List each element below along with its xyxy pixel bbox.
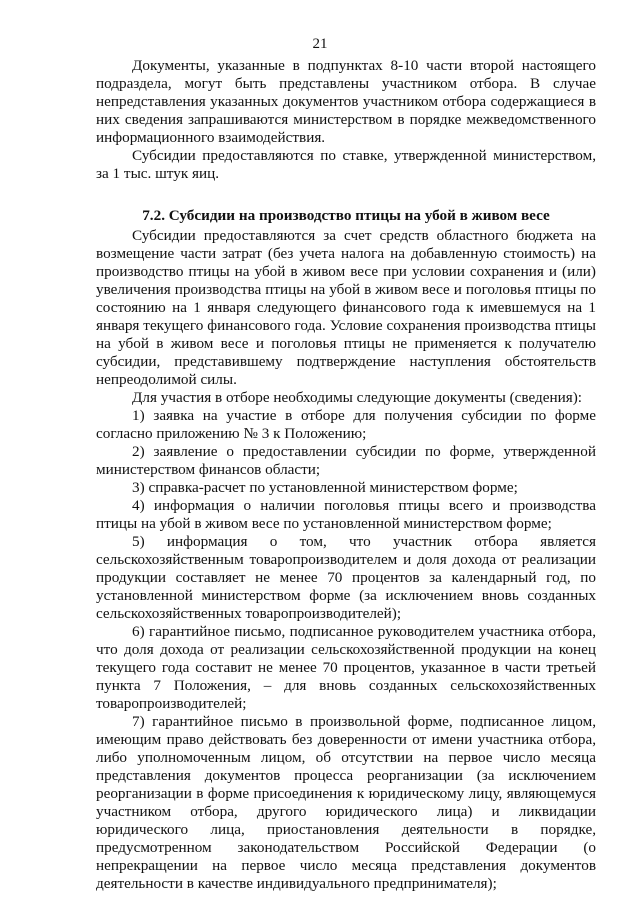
list-item-4-poultry-info: 4) информация о наличии поголовья птицы всего и производства птицы на убой в живом весе по установленной министерством форме; (96, 497, 596, 532)
list-item-6-guarantee-letter: 6) гарантийное письмо, подписанное руководителем участника отбора, что доля дохода от реализации сельскохозяйственной продукции на конец текущего года составит не менее 70 процентов, указанное в части третьей пункта 7 Положения, – для вновь созданных сельскохозяйственных товаропроизводителей; (96, 623, 596, 712)
list-item-2-statement: 2) заявление о предоставлении субсидии по форме, утвержденной министерством финансов области; (96, 443, 596, 478)
paragraph-documents-optional: Документы, указанные в подпунктах 8-10 части второй настоящего подраздела, могут быть представлены участником отбора. В случае непредставления указанных документов участником отбора содержащиеся в них сведения запрашиваются министерством в порядке межведомственного информационного взаимодействия. (96, 57, 596, 146)
list-item-1-application: 1) заявка на участие в отборе для получения субсидии по форме согласно приложению № 3 к Положению; (96, 407, 596, 442)
list-item-5-producer-info: 5) информация о том, что участник отбора является сельскохозяйственным товаропроизводителем и доля дохода от реализации продукции составляет не менее 70 процентов за календарный год, по установленной министерством форме (за исключением вновь созданных сельскохозяйственных товаропроизводителей); (96, 533, 596, 622)
list-item-7-guarantee-letter-reorganization: 7) гарантийное письмо в произвольной форме, подписанное лицом, имеющим право действовать без доверенности от имени участника отбора, либо уполномоченным лицом, об отсутствии на первое число месяца представления документов процесса реорганизации (за исключением реорганизации в форме присоединения к юридическому лицу, являющемуся участником отбора, другого юридического лица) и ликвидации юридического лица, приостановления деятельности в порядке, предусмотренном законодательством Российской Федерации (о непрекращении на первое число месяца представления документов деятельности в качестве индивидуального предпринимателя); (96, 713, 596, 892)
page-number: 21 (312, 36, 328, 52)
paragraph-subsidy-rate: Субсидии предоставляются по ставке, утвержденной министерством, за 1 тыс. штук яиц. (96, 147, 596, 182)
page-body (96, 57, 596, 893)
paragraph-documents-required: Для участия в отборе необходимы следующие документы (сведения): (132, 389, 582, 406)
list-item-3-calculation: 3) справка-расчет по установленной министерством форме; (132, 479, 518, 496)
paragraph-subsidy-purpose: Субсидии предоставляются за счет средств областного бюджета на возмещение части затрат (без учета налога на добавленную стоимость) на производство птицы на убой в живом весе при условии сохранения и (или) увеличения производства птицы на убой в живом весе и поголовья птицы по состоянию на 1 января следующего финансового года к имевшемуся на 1 января текущего финансового года. Условие сохранения производства птицы на убой в живом весе и поголовья птицы не применяется к получателю субсидии, представившему подтверждение наступления обстоятельств непреодолимой силы. (96, 227, 596, 388)
section-heading: 7.2. Субсидии на производство птицы на убой в живом весе (142, 207, 550, 224)
